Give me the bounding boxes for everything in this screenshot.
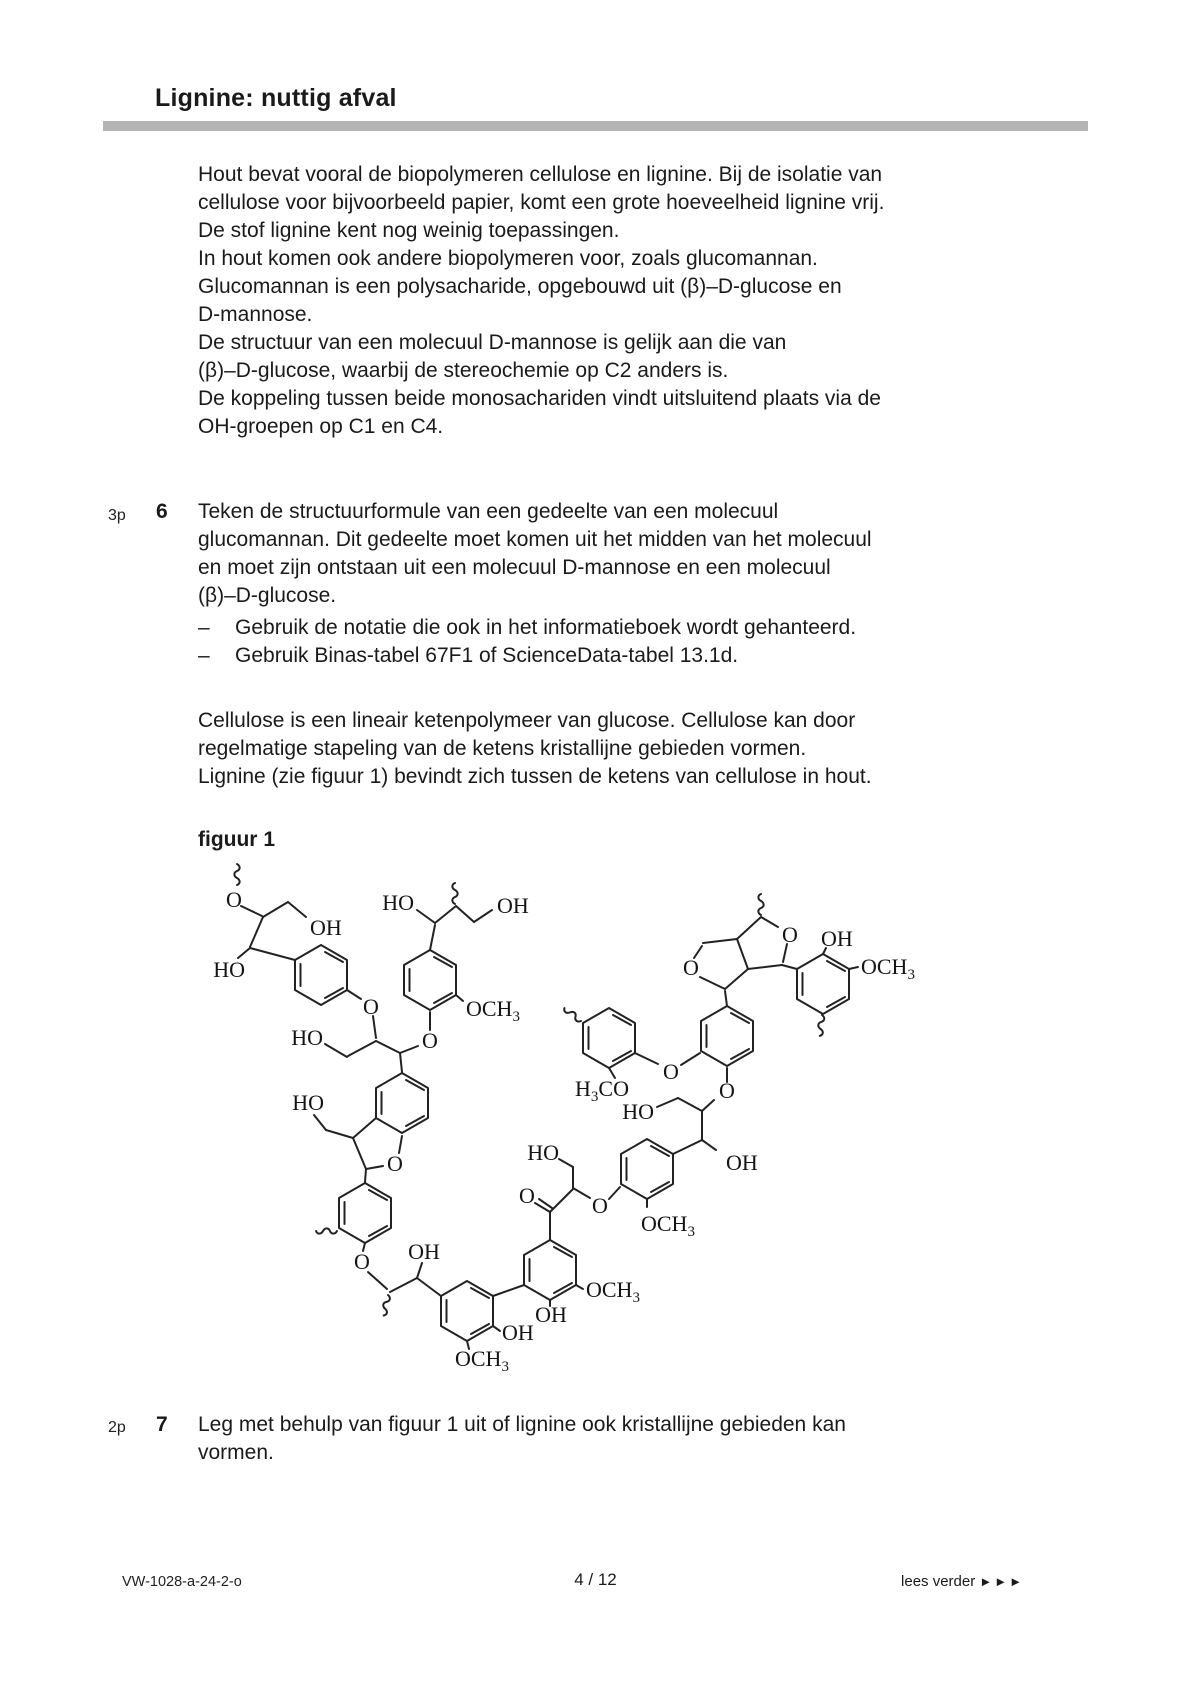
bond bbox=[376, 1041, 400, 1053]
bond bbox=[417, 910, 435, 923]
benzene-ring bbox=[339, 1183, 391, 1243]
bond bbox=[761, 917, 778, 927]
bond bbox=[748, 965, 782, 969]
bond bbox=[635, 1053, 658, 1064]
och3-sub: 3 bbox=[512, 1009, 520, 1025]
atom-label-och3 bbox=[455, 1346, 509, 1375]
bond bbox=[390, 1278, 417, 1292]
footer-continue bbox=[901, 1573, 1024, 1590]
bond bbox=[737, 939, 748, 969]
benzene-ring bbox=[524, 1240, 576, 1300]
atom-label-o: O bbox=[782, 922, 798, 947]
bond bbox=[474, 910, 492, 922]
atom-label-o: O bbox=[663, 1059, 679, 1084]
atom-label-ho: HO bbox=[382, 890, 414, 915]
question-6-line: glucomannan. Dit gedeelte moet komen uit het midden van het molecuul bbox=[198, 528, 872, 551]
atom-label-oh: OH bbox=[535, 1302, 567, 1327]
atom-label-o: O bbox=[226, 887, 242, 912]
atom-label-ho: HO bbox=[622, 1099, 654, 1124]
bond bbox=[325, 1044, 347, 1057]
page-title: Lignine: nuttig afval bbox=[155, 84, 397, 112]
bond bbox=[288, 902, 306, 917]
truncation-squiggle bbox=[817, 1015, 824, 1036]
benzene-ring bbox=[621, 1139, 673, 1199]
figure-label: figuur 1 bbox=[198, 828, 275, 851]
bond bbox=[657, 1098, 678, 1107]
question-6-line: (β)–D-glucose. bbox=[198, 584, 337, 607]
question-6-number: 6 bbox=[156, 500, 168, 523]
body-line: Lignine (zie figuur 1) bevindt zich tussen de ketens van cellulose in hout. bbox=[198, 765, 872, 788]
atom-label-oh: OH bbox=[408, 1239, 440, 1264]
bond bbox=[576, 1285, 583, 1289]
bond bbox=[849, 967, 858, 969]
body-line: Cellulose is een lineair ketenpolymeer van glucose. Cellulose kan door bbox=[198, 709, 856, 732]
atom-label-o: O bbox=[363, 994, 379, 1019]
atom-label-h3co bbox=[575, 1076, 629, 1105]
footer-continue-text: lees verder bbox=[901, 1573, 976, 1590]
bullet-dash: – bbox=[198, 616, 210, 639]
footer-page-number: 4 / 12 bbox=[574, 1570, 617, 1589]
bond bbox=[368, 1272, 387, 1289]
och3-main: OCH bbox=[586, 1277, 633, 1302]
intro-line: De structuur van een molecuul D-mannose is gelijk aan die van bbox=[198, 331, 787, 354]
bullet-dash: – bbox=[198, 644, 210, 667]
benzene-ring bbox=[583, 1008, 635, 1068]
question-7-points: 2p bbox=[108, 1419, 126, 1436]
bond bbox=[348, 1041, 376, 1056]
bond bbox=[250, 948, 295, 960]
atom-label-ho: HO bbox=[527, 1140, 559, 1165]
intro-line: De koppeling tussen beide monosachariden vindt uitsluitend plaats via de bbox=[198, 387, 881, 410]
truncation-squiggle bbox=[316, 1228, 337, 1233]
bond bbox=[366, 1166, 383, 1169]
bond bbox=[347, 990, 361, 999]
atom-label-och3 bbox=[641, 1211, 695, 1240]
bond bbox=[430, 925, 435, 950]
bond bbox=[456, 995, 463, 1001]
benzene-ring bbox=[376, 1073, 428, 1133]
bond bbox=[417, 1278, 441, 1296]
bond bbox=[400, 1053, 402, 1072]
atom-label-oh: OH bbox=[310, 915, 342, 940]
intro-line: Hout bevat vooral de biopolymeren cellulose en lignine. Bij de isolatie van bbox=[198, 163, 883, 186]
question-7-line: Leg met behulp van figuur 1 uit of lignine ook kristallijne gebieden kan bbox=[198, 1413, 846, 1436]
intro-line: cellulose voor bijvoorbeeld papier, komt een grote hoeveelheid lignine vrij. bbox=[198, 191, 885, 214]
och3-main: OCH bbox=[641, 1211, 688, 1236]
benzene-ring bbox=[404, 950, 456, 1010]
body-line: regelmatige stapeling van de ketens kristallijne gebieden vormen. bbox=[198, 737, 807, 760]
och3-sub: 3 bbox=[687, 1224, 695, 1240]
bond bbox=[493, 1285, 524, 1296]
truncation-squiggle bbox=[563, 1006, 583, 1023]
question-7-line: vormen. bbox=[198, 1441, 274, 1464]
och3-main: OCH bbox=[455, 1346, 502, 1371]
atom-label-oh: OH bbox=[726, 1150, 758, 1175]
bond bbox=[702, 1100, 714, 1111]
och3-sub: 3 bbox=[632, 1290, 640, 1306]
truncation-squiggle bbox=[381, 1294, 391, 1316]
bond bbox=[250, 917, 263, 947]
atom-label-ho: HO bbox=[292, 1090, 324, 1115]
h3co-sub: 3 bbox=[590, 1089, 599, 1105]
atom-labels bbox=[213, 887, 915, 1375]
bond bbox=[559, 1159, 573, 1167]
och3-sub: 3 bbox=[907, 967, 915, 983]
question-7-number: 7 bbox=[156, 1413, 168, 1436]
bond bbox=[681, 1053, 700, 1065]
bond bbox=[365, 1169, 366, 1182]
question-6-line: Teken de structuurformule van een gedeelte van een molecuul bbox=[198, 500, 779, 523]
atom-label-ho: HO bbox=[213, 957, 245, 982]
footer-doc-code: VW-1028-a-24-2-o bbox=[122, 1574, 242, 1590]
intro-line: (β)–D-glucose, waarbij de stereochemie op C2 anders is. bbox=[198, 359, 729, 382]
atom-label-o: O bbox=[519, 1183, 535, 1208]
bond-lines bbox=[238, 902, 858, 1349]
bond bbox=[700, 977, 725, 989]
och3-sub: 3 bbox=[501, 1359, 509, 1375]
atom-label-o: O bbox=[387, 1151, 403, 1176]
question-6-line: en moet zijn ontstaan uit een molecuul D-mannose en een molecuul bbox=[198, 556, 831, 579]
bond bbox=[550, 1189, 573, 1212]
atom-label-oh: OH bbox=[821, 926, 853, 951]
benzene-ring bbox=[701, 1006, 753, 1066]
atom-label-och3 bbox=[861, 954, 915, 983]
truncation-squiggle bbox=[452, 883, 457, 904]
question-6-points: 3p bbox=[108, 507, 126, 524]
atom-label-och3 bbox=[466, 996, 520, 1025]
bond bbox=[456, 906, 474, 922]
atom-label-o: O bbox=[592, 1193, 608, 1218]
atom-label-o: O bbox=[354, 1249, 370, 1274]
bond bbox=[725, 969, 748, 989]
intro-line: D-mannose. bbox=[198, 303, 313, 326]
benzene-ring bbox=[441, 1281, 493, 1341]
bond bbox=[400, 1046, 418, 1053]
bond bbox=[263, 902, 288, 917]
bullet-text: Gebruik Binas-tabel 67F1 of ScienceData-tabel 13.1d. bbox=[235, 644, 739, 667]
intro-line: Glucomannan is een polysacharide, opgebouwd uit (β)–D-glucose en bbox=[198, 275, 842, 298]
bond bbox=[241, 906, 262, 916]
bullet-text: Gebruik de notatie die ook in het informatieboek wordt gehanteerd. bbox=[235, 616, 857, 639]
bond bbox=[725, 991, 727, 1006]
atom-label-oh: OH bbox=[502, 1320, 534, 1345]
bond bbox=[417, 1263, 422, 1278]
bond bbox=[573, 1188, 590, 1198]
bond bbox=[782, 965, 797, 969]
bond bbox=[493, 1326, 500, 1331]
bond bbox=[353, 1118, 376, 1138]
footer-arrows-icon: ►►► bbox=[979, 1574, 1024, 1589]
truncation-squiggle bbox=[234, 864, 239, 885]
bond bbox=[435, 906, 456, 923]
bond bbox=[314, 1115, 326, 1130]
intro-line: OH-groepen op C1 en C4. bbox=[198, 415, 444, 438]
benzene-ring bbox=[797, 954, 849, 1014]
intro-line: De stof lignine kent nog weinig toepassingen. bbox=[198, 219, 620, 242]
truncation-squiggle bbox=[758, 894, 763, 915]
bond bbox=[609, 1187, 620, 1199]
bond bbox=[702, 1140, 716, 1150]
h3co-co: CO bbox=[598, 1076, 629, 1101]
atom-label-o: O bbox=[683, 955, 699, 980]
intro-line: In hout komen ook andere biopolymeren voor, zoals glucomannan. bbox=[198, 247, 818, 270]
atom-label-ho: HO bbox=[291, 1025, 323, 1050]
bond bbox=[326, 1130, 353, 1138]
atom-label-o: O bbox=[422, 1028, 438, 1053]
benzene-ring bbox=[295, 945, 347, 1005]
och3-main: OCH bbox=[466, 996, 513, 1021]
bond bbox=[353, 1138, 366, 1169]
och3-main: OCH bbox=[861, 954, 908, 979]
bond bbox=[373, 1016, 376, 1038]
bond bbox=[737, 917, 761, 939]
h3co-h: H bbox=[575, 1076, 591, 1101]
atom-label-o: O bbox=[719, 1078, 735, 1103]
atom-label-och3 bbox=[586, 1277, 640, 1306]
bond bbox=[678, 1098, 702, 1111]
bond bbox=[703, 939, 737, 943]
bond bbox=[673, 1140, 702, 1154]
atom-label-oh: OH bbox=[497, 893, 529, 918]
